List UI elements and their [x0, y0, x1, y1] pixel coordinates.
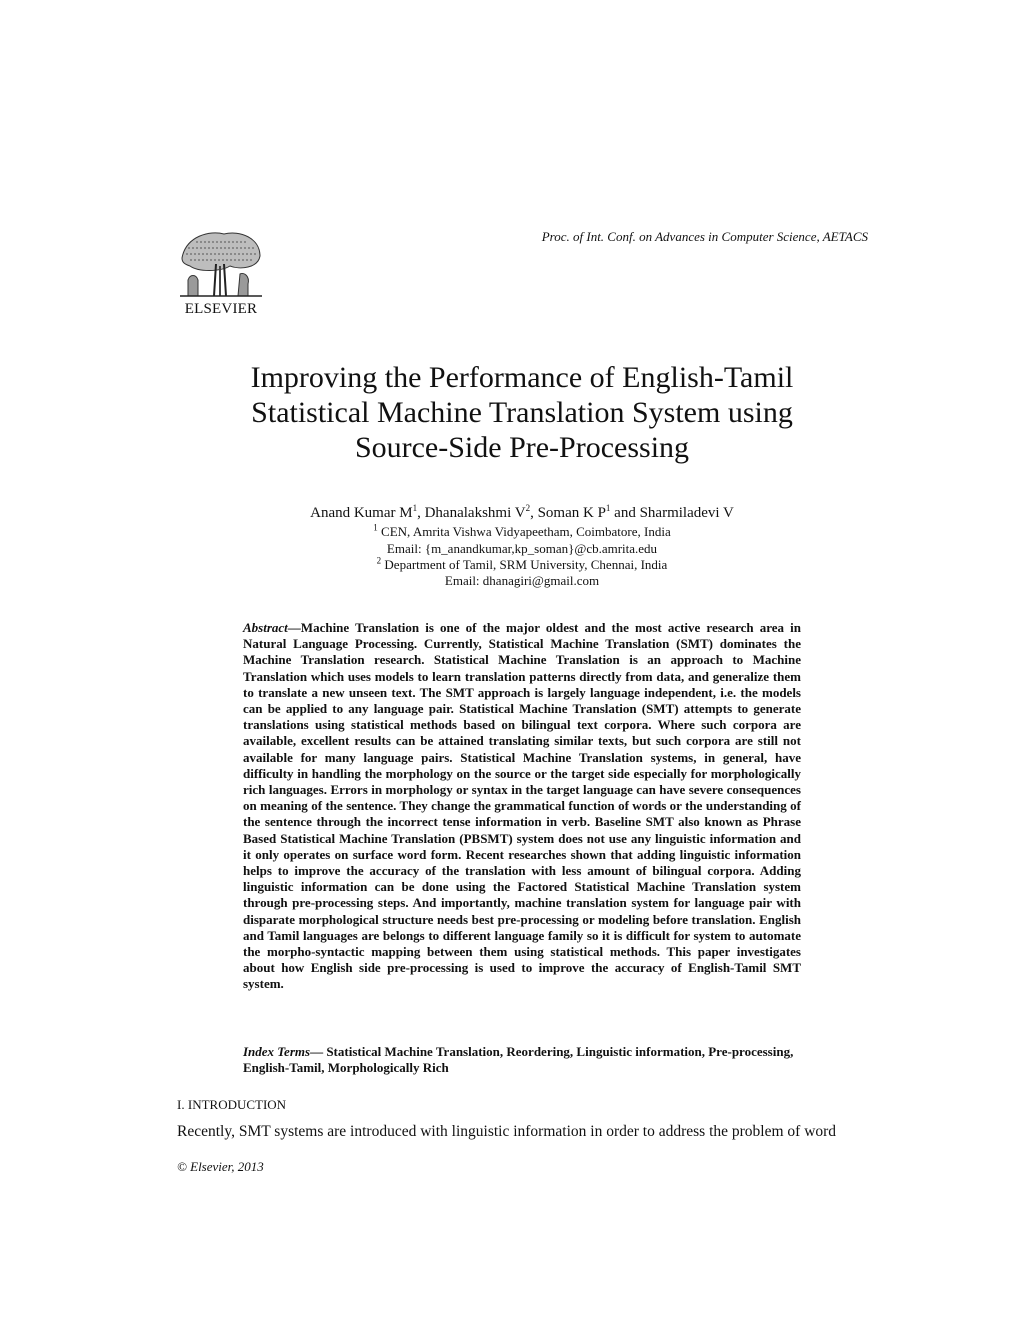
- index-terms-label: Index Terms: [243, 1044, 311, 1059]
- paper-title: [160, 360, 884, 465]
- section-initial: I: [187, 1097, 193, 1112]
- author-name: Dhanalakshmi V: [424, 505, 526, 521]
- abstract-text: Machine Translation is one of the major oldest and the most active research area in Natural Language Processing. Currently, Statistical Machine Translation (SMT) dominates the Machine Translation research. Statistical Machine Translation is an approach to Machine Translation which uses models to learn translation patterns directly from data, and generalize them to translate a new unseen text. The SMT approach is largely language independent, i.e. the models can be applied to any language pair. Statistical Machine Translation (SMT) attempts to generate translations using statistical methods based on bilingual text corpora. Where such corpora are available, excellent results can be attained translating similar texts, but such corpora are still not available for many language pairs. Statistical Machine Translation systems, in general, have difficulty in handling the morphology on the source or the target side especially for morphologically rich languages. Errors in morphology or syntax in the target language can have severe consequences on meaning of the sentence. They change the grammatical function of words or the understanding of the sentence through the incorrect tense information in verb. Baseline SMT also known as Phrase Based Statistical Machine Translation (PBSMT) system does not use any linguistic information and it only operates on surface word form. Recent researches shown that adding linguistic information helps to improve the accuracy of the translation with less amount of bilingual corpora. Adding linguistic information can be done using the Factored Statistical Machine Translation system through pre-processing steps. And importantly, machine translation system for language pair with disparate morphological structure needs best pre-processing or modeling before translation. English and Tamil languages are belongs to different language family so it is difficult for system to automate the morpho-syntactic mapping between them using statistical methods. This paper investigates about how English side pre-processing is used to improve the accuracy of English-Tamil SMT system.: [243, 620, 801, 992]
- author-name: Anand Kumar M: [310, 505, 413, 521]
- author-name: Sharmiladevi V: [639, 505, 734, 521]
- index-terms-dash: —: [310, 1044, 327, 1059]
- abstract-dash: —: [287, 620, 301, 635]
- affiliation-sup: 2: [376, 555, 382, 566]
- affiliation-text: Email: dhanagiri@gmail.com: [444, 573, 600, 588]
- author-sup: 1: [412, 503, 418, 513]
- abstract-label: Abstract: [243, 620, 288, 635]
- index-terms: [243, 1044, 801, 1076]
- affiliation-text: CEN, Amrita Vishwa Vidyapeetham, Coimbatore, India: [377, 524, 671, 539]
- author-sep: ,: [417, 505, 425, 521]
- proceedings-header: Proc. of Int. Conf. on Advances in Computer Science, AETACS: [541, 229, 868, 244]
- affiliation-sup: 1: [373, 522, 378, 533]
- author-sup: 1: [605, 503, 611, 513]
- affiliation-email: [160, 573, 884, 589]
- affiliation: [160, 557, 884, 573]
- elsevier-logo-text: ELSEVIER: [184, 301, 258, 317]
- affiliation: [160, 524, 884, 540]
- author-sep: and: [610, 505, 640, 521]
- author-list: [160, 505, 884, 522]
- abstract: [243, 620, 801, 993]
- tree-icon: [180, 228, 262, 298]
- title-line: Statistical Machine Translation System using: [251, 396, 793, 429]
- section-heading: [177, 1097, 286, 1113]
- section-title-rest: NTRODUCTION: [192, 1097, 287, 1112]
- affiliation-text: Department of Tamil, SRM University, Chennai, India: [381, 557, 668, 572]
- section-number: I.: [177, 1097, 188, 1112]
- author-sup: 2: [525, 503, 531, 513]
- index-terms-text: Statistical Machine Translation, Reordering, Linguistic information, Pre-processing, English-Tamil, Morphologically Rich: [243, 1044, 794, 1075]
- title-line: Source-Side Pre-Processing: [354, 431, 690, 464]
- title-line: Improving the Performance of English-Tamil: [250, 361, 794, 394]
- author-name: Soman K P: [537, 505, 606, 521]
- author-sep: ,: [530, 505, 538, 521]
- body-paragraph: Recently, SMT systems are introduced with linguistic information in order to address the problem of word: [177, 1123, 837, 1140]
- elsevier-logo: [180, 228, 262, 318]
- affiliation-email: [160, 541, 884, 557]
- affiliation-text: Email: {m_anandkumar,kp_soman}@cb.amrita.edu: [386, 541, 658, 556]
- copyright-footer: © Elsevier, 2013: [177, 1159, 264, 1174]
